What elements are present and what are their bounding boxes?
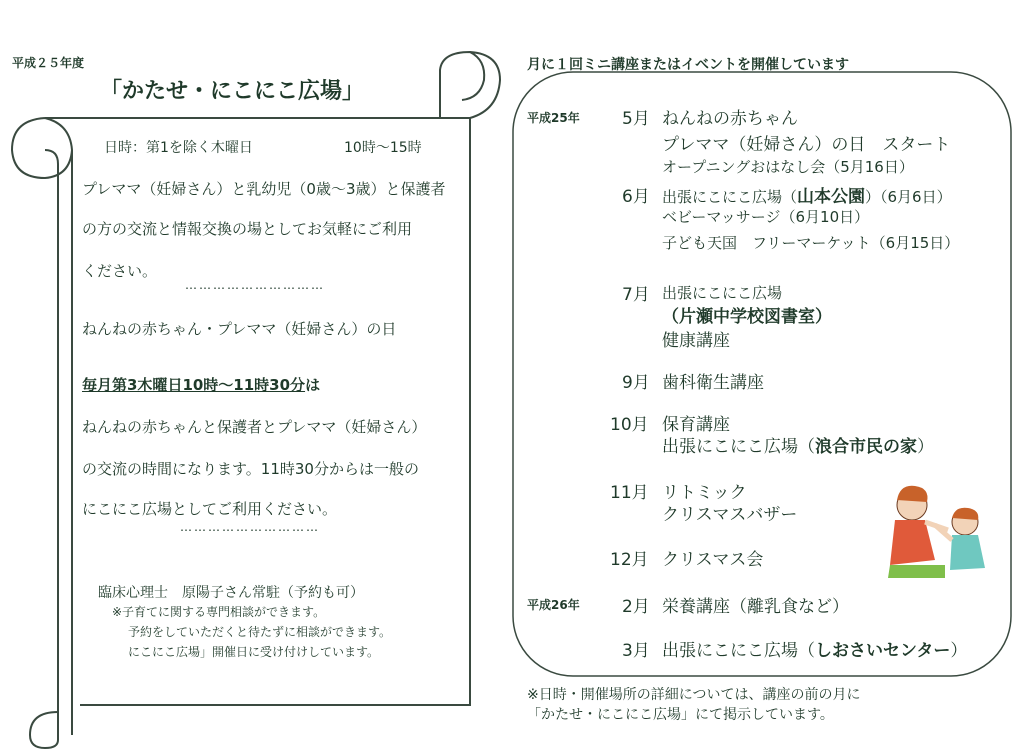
month-nov: 11月 — [610, 483, 649, 503]
event-nov-2: クリスマスバザー — [662, 505, 798, 525]
event-mar-1-a: 出張にこにこ広場（ — [662, 641, 815, 661]
event-jul-2: （片瀬中学校図書室） — [662, 307, 832, 327]
scroll-left-curl — [12, 118, 72, 178]
footnote-1: ※日時・開催場所の詳細については、講座の前の月に — [527, 687, 861, 703]
psychologist-info: 臨床心理士 原陽子さん常駐（予約も可） — [98, 585, 364, 601]
page-title: 「かたせ・にこにこ広場」 — [100, 79, 365, 104]
month-dec: 12月 — [610, 550, 649, 570]
event-oct-1: 保育講座 — [662, 415, 730, 435]
intro-line-1: プレママ（妊婦さん）と乳幼児（0歳～3歳）と保護者 — [82, 180, 446, 198]
baby-day-desc-2: の交流の時間になります。11時30分からは一般の — [82, 460, 419, 478]
month-oct: 10月 — [610, 415, 649, 435]
event-jun-1 — [662, 182, 952, 207]
baby-day-title: ねんねの赤ちゃん・プレママ（妊婦さん）の日 — [82, 320, 397, 338]
footnote-2: 「かたせ・にこにこ広場」にて掲示しています。 — [527, 707, 834, 723]
events-heading: 月に１回ミニ講座またはイベントを開催しています — [527, 57, 849, 73]
event-jun-1-a: 出張にこにこ広場（ — [662, 188, 798, 206]
event-jul-1: 出張にこにこ広場 — [662, 284, 783, 302]
event-nov-1: リトミック — [662, 483, 747, 503]
baby-day-when-line — [82, 374, 320, 395]
baby-day-wa: は — [305, 376, 321, 394]
event-jun-1-c: ）（6月6日） — [865, 188, 952, 206]
dotted-divider-1: ………………………… — [185, 278, 325, 292]
event-jun-1-place: 山本公園 — [797, 187, 866, 207]
note-2: 予約をしていただくと待たずに相談ができます。 — [128, 625, 392, 639]
scroll-top-curl — [440, 52, 500, 118]
event-may-3: オープニングおはなし会（5月16日） — [662, 158, 914, 176]
event-dec-1: クリスマス会 — [662, 550, 764, 570]
schedule-day: 日時：第1を除く木曜日 — [104, 140, 253, 156]
baby-day-desc-3: にこにこ広場としてご利用ください。 — [82, 500, 338, 518]
intro-line-2: の方の交流と情報交換の場としてお気軽にご利用 — [82, 220, 413, 238]
note-1: ※子育てに関する専門相談ができます。 — [112, 605, 326, 619]
year-label-h25: 平成25年 — [527, 111, 580, 125]
event-oct-2-c: ） — [917, 437, 934, 457]
event-feb-1: 栄養講座（離乳食など） — [662, 597, 849, 617]
baby-day-desc-1: ねんねの赤ちゃんと保護者とプレママ（妊婦さん） — [82, 418, 427, 436]
month-jun: 6月 — [622, 187, 650, 207]
fiscal-year: 平成２５年度 — [12, 56, 85, 70]
note-3: にこにこ広場」開催日に受け付けしています。 — [128, 645, 380, 659]
event-may-2: プレママ（妊婦さん）の日 スタート — [662, 135, 951, 155]
month-may: 5月 — [622, 109, 650, 129]
event-oct-2-a: 出張にこにこ広場（ — [662, 437, 815, 457]
event-jun-3: 子ども天国 フリーマーケット（6月15日） — [662, 234, 960, 252]
month-feb: 2月 — [622, 597, 650, 617]
event-may-1: ねんねの赤ちゃん — [662, 109, 798, 129]
children-illustration — [888, 486, 985, 578]
event-oct-2-place: 浪合市民の家 — [815, 437, 917, 457]
intro-line-3: ください。 — [82, 262, 158, 280]
event-sep-1: 歯科衛生講座 — [662, 373, 764, 393]
event-jun-2: ベビーマッサージ（6月10日） — [662, 208, 870, 226]
event-jul-3: 健康講座 — [662, 331, 730, 351]
month-jul: 7月 — [622, 285, 650, 305]
event-oct-2 — [662, 432, 934, 457]
month-mar: 3月 — [622, 641, 650, 661]
year-label-h26: 平成26年 — [527, 598, 580, 612]
event-mar-1-place: しおさいセンター — [815, 641, 951, 661]
event-mar-1 — [662, 636, 967, 661]
schedule-time: 10時～15時 — [344, 140, 422, 156]
event-mar-1-c: ） — [950, 641, 968, 661]
month-sep: 9月 — [622, 373, 650, 393]
dotted-divider-2: ………………………… — [180, 520, 320, 534]
baby-day-when: 毎月第3木曜日10時～11時30分 — [82, 376, 306, 394]
